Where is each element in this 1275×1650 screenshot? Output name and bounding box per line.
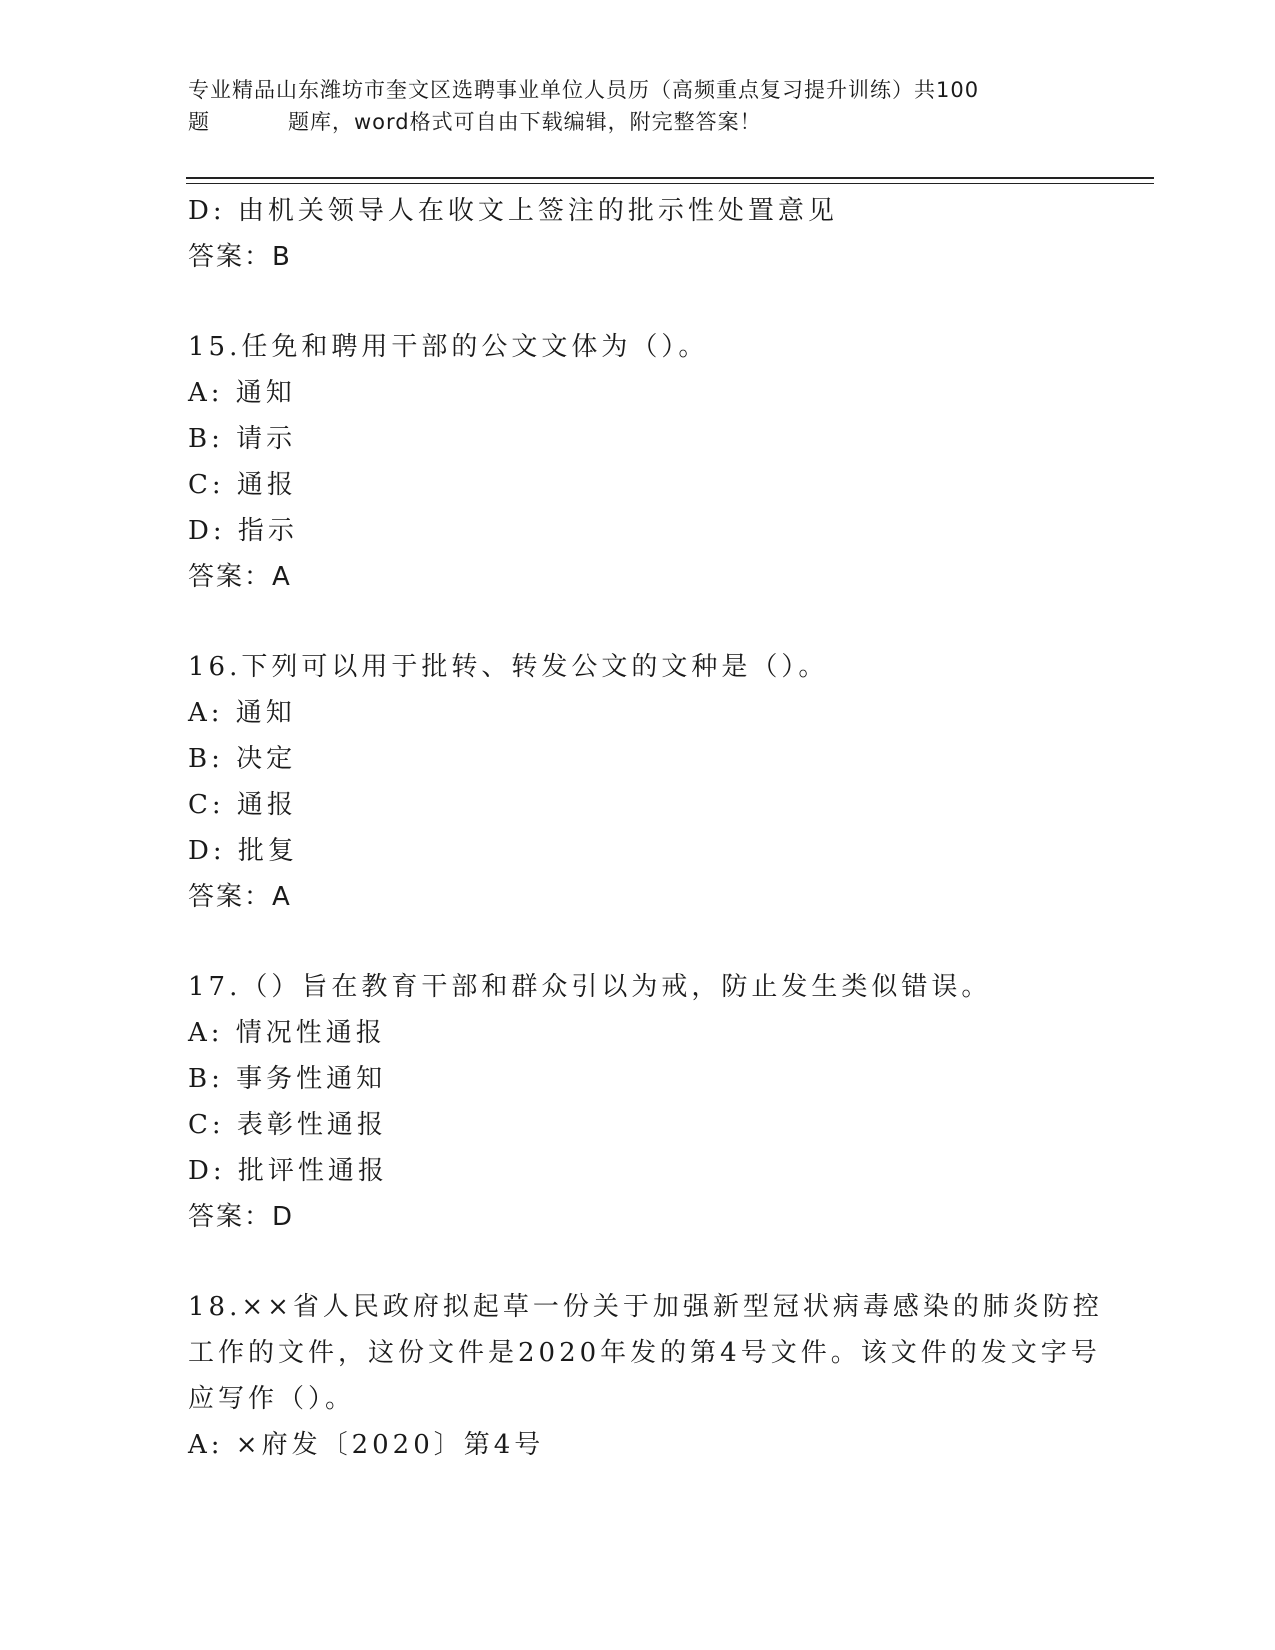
page-header: [188, 74, 1088, 138]
question-title: 17.（）旨在教育干部和群众引以为戒，防止发生类似错误。: [188, 972, 992, 1002]
option-c: C: 通报: [188, 790, 297, 820]
option-d: D: 批复: [188, 836, 298, 866]
option-d: D: 批评性通报: [188, 1156, 388, 1186]
spacer: [188, 1240, 1108, 1284]
option-a: A: 情况性通报: [188, 1018, 386, 1048]
question-16: [188, 644, 1108, 920]
document-body: [188, 188, 1108, 1468]
question-17: [188, 964, 1108, 1240]
header-rule-thick: [186, 177, 1154, 179]
question-title: 18.××省人民政府拟起草一份关于加强新型冠状病毒感染的肺炎防控工作的文件，这份文件是2020年发的第4号文件。该文件的发文字号应写作（）。: [188, 1292, 1103, 1414]
option-c: C: 表彰性通报: [188, 1110, 387, 1140]
answer: 答案：D: [188, 1202, 295, 1232]
answer: 答案：A: [188, 882, 292, 912]
question-title: 15.任免和聘用干部的公文文体为（）。: [188, 332, 709, 362]
option-d: D: 指示: [188, 516, 298, 546]
header-line-2-left: 题: [188, 110, 210, 134]
header-line-2: [188, 106, 1088, 138]
prev-option-d: D: 由机关领导人在收文上签注的批示性处置意见: [188, 196, 838, 226]
question-18: [188, 1284, 1108, 1468]
option-b: B: 请示: [188, 424, 297, 454]
question-15: [188, 324, 1108, 600]
spacer: [188, 280, 1108, 324]
header-line-2-right: 题库，word格式可自由下载编辑，附完整答案！: [288, 110, 762, 134]
question-title: 16.下列可以用于批转、转发公文的文种是（）。: [188, 652, 829, 682]
option-a: A: ×府发〔2020〕第4号: [188, 1430, 545, 1460]
header-line-1: 专业精品山东潍坊市奎文区选聘事业单位人员历（高频重点复习提升训练）共100: [188, 78, 980, 102]
option-b: B: 决定: [188, 744, 297, 774]
spacer: [188, 600, 1108, 644]
answer: 答案：A: [188, 562, 292, 592]
spacer: [188, 920, 1108, 964]
option-a: A: 通知: [188, 698, 296, 728]
option-b: B: 事务性通知: [188, 1064, 387, 1094]
header-rule-thin: [186, 183, 1154, 184]
option-a: A: 通知: [188, 378, 296, 408]
prev-answer: 答案：B: [188, 242, 292, 272]
option-c: C: 通报: [188, 470, 297, 500]
